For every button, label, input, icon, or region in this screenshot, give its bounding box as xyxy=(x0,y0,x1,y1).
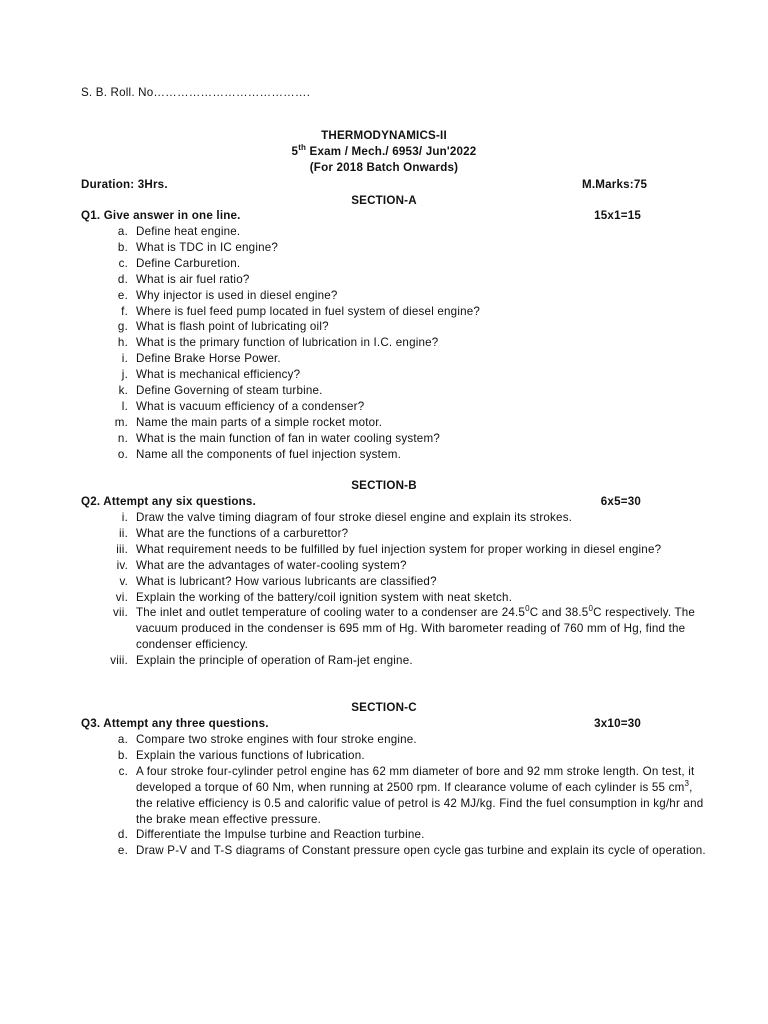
q1-question-item xyxy=(106,447,706,463)
question-label: l. xyxy=(121,399,128,413)
superscript: 0 xyxy=(525,604,530,614)
q3-marks: 3x10=30 xyxy=(594,717,641,730)
question-label: iii. xyxy=(116,542,128,556)
question-text: Explain the various functions of lubrication. xyxy=(136,748,365,762)
question-text: What is air fuel ratio? xyxy=(136,272,250,286)
section-c-title: SECTION-C xyxy=(351,701,417,714)
q1-question-item xyxy=(106,367,706,383)
q2-question-item xyxy=(106,558,706,574)
section-c-list xyxy=(106,732,706,859)
question-text: What requirement needs to be fulfilled by fuel injection system for proper working in diesel engine? xyxy=(136,542,662,556)
q1-question-item xyxy=(106,335,706,351)
question-text: The inlet and outlet temperature of cooling water to a condenser are 24.5 xyxy=(136,606,526,620)
q1-question-item xyxy=(106,431,706,447)
q2-question-item xyxy=(106,590,706,606)
q3-text: Q3. Attempt any three questions. xyxy=(81,717,269,730)
question-text: What is vacuum efficiency of a condenser? xyxy=(136,399,365,413)
q2-question-item xyxy=(106,653,706,669)
q1-question-item xyxy=(106,224,706,240)
question-label: m. xyxy=(114,415,128,429)
question-text: What are the functions of a carburettor? xyxy=(136,526,349,540)
question-label: b. xyxy=(117,240,128,254)
question-text: What is mechanical efficiency? xyxy=(136,368,301,382)
q3-question-item xyxy=(106,843,706,859)
q1-question-item xyxy=(106,272,706,288)
max-marks: M.Marks:75 xyxy=(582,178,648,191)
q1-question-item xyxy=(106,256,706,272)
exam-details: Exam / Mech./ 6953/ Jun'2022 xyxy=(306,145,477,158)
question-text: Define heat engine. xyxy=(136,225,241,238)
exam-superscript: th xyxy=(298,143,307,152)
question-label: f. xyxy=(121,304,128,318)
question-text: A four stroke four-cylinder petrol engine has 62 mm diameter of bore and 92 mm stroke length. On test, it developed a torque of 60 Nm, when running at 2500 rpm. If clearance volume of each cylinder is 55 cm xyxy=(136,764,695,794)
question-text: What is lubricant? How various lubricants are classified? xyxy=(136,574,437,588)
question-label: g. xyxy=(117,320,128,334)
section-a-list xyxy=(106,224,706,463)
question-label: a. xyxy=(117,733,128,746)
question-label: b. xyxy=(117,748,128,762)
question-text: Differentiate the Impulse turbine and Reaction turbine. xyxy=(136,828,425,842)
question-label: iv. xyxy=(116,558,128,572)
q2-marks: 6x5=30 xyxy=(600,495,641,508)
q1-question-item xyxy=(106,399,706,415)
section-a-title: SECTION-A xyxy=(351,194,417,207)
exam-line xyxy=(0,144,768,160)
question-label: o. xyxy=(117,447,128,461)
q3-question-item xyxy=(106,748,706,764)
question-label: c. xyxy=(118,764,128,778)
question-text: Name the main parts of a simple rocket motor. xyxy=(136,415,383,429)
subject-title: THERMODYNAMICS-II xyxy=(321,129,447,142)
question-text: What is TDC in IC engine? xyxy=(136,240,279,254)
q1-question-item xyxy=(106,383,706,399)
question-text: Draw P-V and T-S diagrams of Constant pressure open cycle gas turbine and explain its cycle of operation. xyxy=(136,844,706,858)
duration: Duration: 3Hrs. xyxy=(81,178,168,191)
question-text: C and 38.5 xyxy=(529,606,589,620)
superscript: 0 xyxy=(588,604,594,614)
question-label: i. xyxy=(121,511,128,524)
q1-text: Q1. Give answer in one line. xyxy=(81,209,241,222)
question-text: Define Governing of steam turbine. xyxy=(136,384,323,398)
question-text: Define Brake Horse Power. xyxy=(136,352,281,366)
question-label: j. xyxy=(121,368,128,382)
q1-question-item xyxy=(106,319,706,335)
question-label: viii. xyxy=(110,654,128,668)
q3-question-item xyxy=(106,827,706,843)
q1-question-item xyxy=(106,415,706,431)
question-text: Explain the principle of operation of Ram-jet engine. xyxy=(136,654,413,668)
question-label: i. xyxy=(121,352,128,366)
question-text: Name all the components of fuel injection system. xyxy=(136,447,401,461)
q2-question-item xyxy=(106,510,706,526)
roll-number-line: S. B. Roll. No…………………………………. xyxy=(81,86,311,99)
q3-question-item xyxy=(106,732,706,748)
q1-question-item xyxy=(106,288,706,304)
question-label: n. xyxy=(117,431,128,445)
question-label: k. xyxy=(118,384,128,398)
q2-question-item xyxy=(106,574,706,590)
question-text: Why injector is used in diesel engine? xyxy=(136,288,338,302)
question-text: What is flash point of lubricating oil? xyxy=(136,320,329,334)
superscript: 3 xyxy=(684,778,690,788)
exam-number: 5 xyxy=(291,145,299,158)
question-label: e. xyxy=(117,844,128,858)
q3-heading xyxy=(81,716,641,732)
question-text: Explain the working of the battery/coil ignition system with neat sketch. xyxy=(136,590,513,604)
q1-question-item xyxy=(106,351,706,367)
section-b-list xyxy=(106,510,706,669)
q2-question-item xyxy=(106,542,706,558)
batch-line: (For 2018 Batch Onwards) xyxy=(309,161,459,174)
question-text: Compare two stroke engines with four stroke engine. xyxy=(136,733,417,746)
question-text: C respectively. The vacuum produced in the condenser is 695 mm of Hg. With barometer reading of 760 mm of Hg, find the condenser efficiency. xyxy=(136,606,696,652)
question-label: v. xyxy=(119,574,128,588)
question-text: Draw the valve timing diagram of four stroke diesel engine and explain its strokes. xyxy=(136,511,573,524)
q2-text: Q2. Attempt any six questions. xyxy=(81,495,257,508)
question-label: vi. xyxy=(115,590,128,604)
question-label: c. xyxy=(118,256,128,270)
q1-question-item xyxy=(106,304,706,320)
question-text: What are the advantages of water-cooling system? xyxy=(136,558,407,572)
question-label: ii. xyxy=(119,526,128,540)
q1-marks: 15x1=15 xyxy=(594,209,641,222)
q2-question-item xyxy=(106,526,706,542)
question-label: a. xyxy=(117,225,128,238)
question-label: h. xyxy=(117,336,128,350)
question-label: d. xyxy=(117,272,128,286)
question-text: What is the primary function of lubrication in I.C. engine? xyxy=(136,336,439,350)
question-text: Where is fuel feed pump located in fuel system of diesel engine? xyxy=(136,304,481,318)
question-label: e. xyxy=(117,288,128,302)
question-text: What is the main function of fan in water cooling system? xyxy=(136,431,440,445)
section-b-title: SECTION-B xyxy=(351,479,417,492)
q3-question-item xyxy=(106,764,706,828)
q2-question-item xyxy=(106,605,706,653)
q2-heading xyxy=(81,494,641,510)
question-text: , the relative efficiency is 0.5 and calorific value of petrol is 42 MJ/kg. Find the fuel consumption in kg/hr and the brake mean effective pressure. xyxy=(136,780,704,826)
question-label: d. xyxy=(117,828,128,842)
q1-heading xyxy=(81,208,641,224)
q1-question-item xyxy=(106,240,706,256)
question-label: vii. xyxy=(113,606,128,620)
question-text: Define Carburetion. xyxy=(136,256,241,270)
